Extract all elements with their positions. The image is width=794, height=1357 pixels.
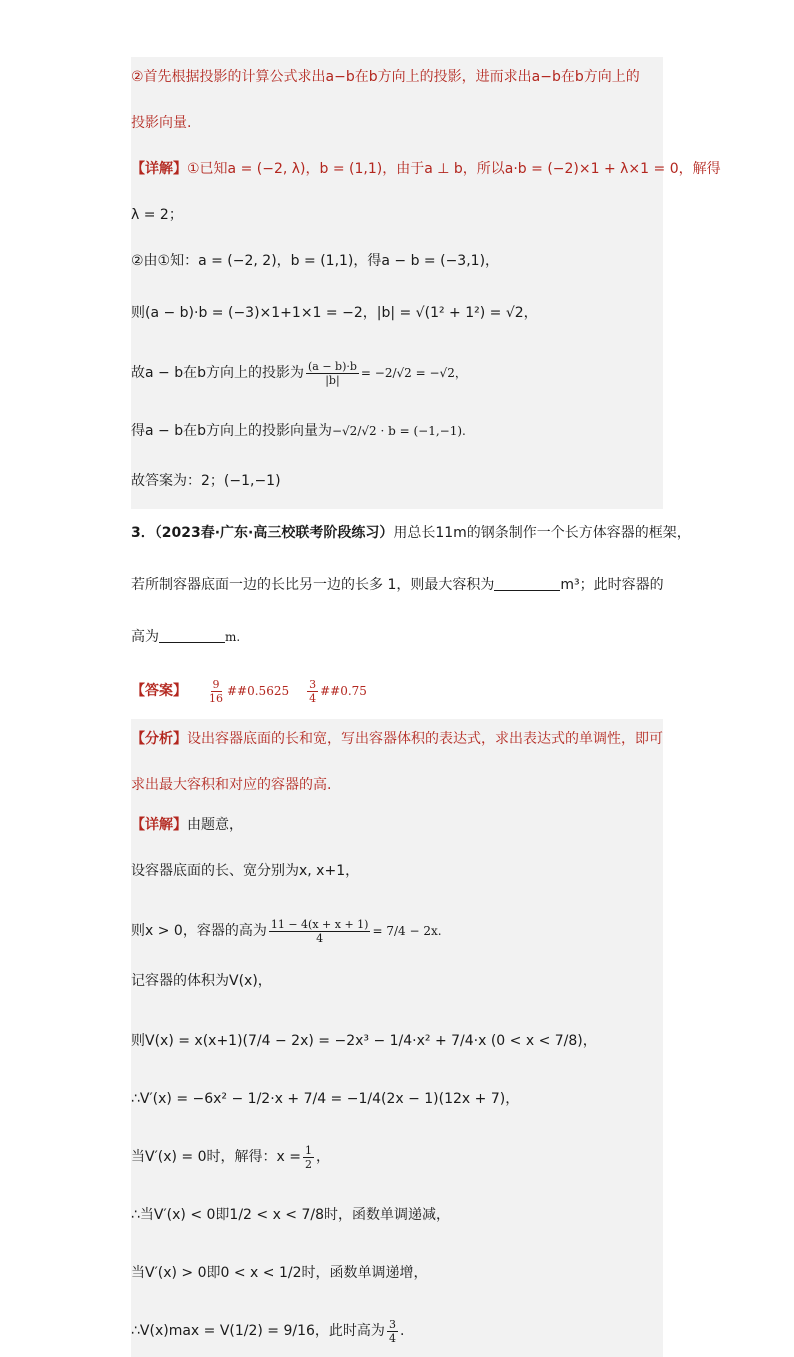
root-punct: ， bbox=[315, 1149, 330, 1165]
problem-number: 3． bbox=[131, 525, 155, 541]
problem-text: 用总长11m的钢条制作一个长方体容器的框架， bbox=[393, 525, 691, 541]
projection-result: = −2/√2 = −√2， bbox=[360, 366, 467, 380]
projection-vector-result: −√2/√2 · b = (−1,−1). bbox=[331, 424, 466, 438]
height-numerator: 11 − 4(x + x + 1) bbox=[270, 917, 369, 931]
detail-2-text: 由题意， bbox=[187, 817, 243, 833]
answer-2-numerator: 3 bbox=[309, 677, 317, 691]
fraction-denominator: |b| bbox=[325, 373, 340, 387]
max-height-numerator: 3 bbox=[388, 1317, 396, 1331]
height-result: = 7/4 − 2x. bbox=[372, 924, 442, 938]
height-fraction bbox=[269, 918, 371, 945]
detail-2-line-decreasing: ∴当V′(x) < 0即1/2 < x < 7/8时，函数单调递减， bbox=[131, 1207, 451, 1223]
detail-line-dot-product: 则(a − b)·b = (−3)×1+1×1 = −2，|b| = √(1² + 1²) = √2， bbox=[131, 305, 538, 321]
analysis-label: 【分析】 bbox=[131, 731, 187, 747]
answer-fraction-1 bbox=[207, 678, 225, 705]
answer-label: 【答案】 bbox=[131, 683, 187, 699]
problem-text-3b: m. bbox=[225, 630, 241, 644]
document-page bbox=[131, 57, 721, 1357]
detail-line-projection-vector bbox=[131, 399, 663, 457]
problem-text-3: 高为 bbox=[131, 629, 159, 645]
answer-2-decimal: ##0.75 bbox=[320, 684, 367, 698]
problem-3-line-2 bbox=[131, 561, 663, 613]
solution-block-previous bbox=[131, 57, 721, 509]
detail-line-step2: ②由①知：a = (−2, 2)，b = (1,1)，得a − b = (−3,1)， bbox=[131, 253, 500, 269]
root-denominator: 2 bbox=[304, 1157, 312, 1171]
answer-line bbox=[131, 665, 663, 711]
detail-2-line-max bbox=[131, 1299, 663, 1357]
problem-3-line-3 bbox=[131, 613, 663, 665]
problem-text-2b: m³；此时容器的 bbox=[560, 577, 664, 593]
root-numerator: 1 bbox=[304, 1143, 312, 1157]
max-text: ∴V(x)max = V(1/2) = 9/16，此时高为 bbox=[131, 1323, 385, 1339]
answer-blank-1 bbox=[494, 576, 560, 591]
detail-line-projection bbox=[131, 341, 663, 399]
detail-line-lambda: λ = 2； bbox=[131, 207, 183, 223]
analysis-text: 设出容器底面的长和宽，写出容器体积的表达式，求出表达式的单调性，即可 bbox=[187, 731, 663, 747]
final-answer-line: 故答案为：2；(−1,−1) bbox=[131, 473, 281, 489]
analysis-continued-line-2: 投影向量. bbox=[131, 115, 192, 131]
answer-1-denominator: 16 bbox=[209, 691, 223, 705]
problem-3-line-1 bbox=[131, 509, 691, 561]
detail-2-line-root bbox=[131, 1125, 663, 1183]
detail-line bbox=[131, 145, 721, 197]
max-punct: . bbox=[399, 1323, 405, 1339]
root-fraction bbox=[303, 1144, 314, 1171]
height-text: 则x > 0，容器的高为 bbox=[131, 923, 267, 939]
detail-2-line-volume-expr: 则V(x) = x(x+1)(7/4 − 2x) = −2x³ − 1/4·x² + 7/4·x (0 < x < 7/8)， bbox=[131, 1033, 597, 1049]
problem-3 bbox=[131, 509, 691, 665]
max-height-fraction bbox=[387, 1318, 398, 1345]
analysis-line bbox=[131, 719, 663, 767]
problem-source: （2023春·广东·高三校联考阶段练习） bbox=[154, 525, 394, 541]
detail-2-line-1 bbox=[131, 807, 663, 847]
max-height-denominator: 4 bbox=[388, 1331, 396, 1345]
detail-label: 【详解】 bbox=[131, 161, 187, 177]
analysis-continued-line: ②首先根据投影的计算公式求出a−b在b方向上的投影，进而求出a−b在b方向上的 bbox=[131, 69, 640, 85]
height-denominator: 4 bbox=[316, 931, 324, 945]
answer-2-denominator: 4 bbox=[309, 691, 317, 705]
answer-blank-2 bbox=[159, 628, 225, 643]
fraction-numerator: (a − b)·b bbox=[307, 359, 357, 373]
analysis-line-2: 求出最大容积和对应的容器的高. bbox=[131, 777, 332, 793]
problem-text-2: 若所制容器底面一边的长比另一边的长多 1，则最大容积为 bbox=[131, 577, 495, 593]
detail-2-line-height bbox=[131, 899, 663, 957]
detail-text: ①已知a = (−2, λ)，b = (1,1)，由于a ⊥ b，所以a·b = (−2)×1 + λ×1 = 0，解得 bbox=[187, 161, 721, 177]
answer-fraction-2 bbox=[307, 678, 318, 705]
detail-2-label: 【详解】 bbox=[131, 817, 187, 833]
detail-2-line-2: 设容器底面的长、宽分别为x, x+1， bbox=[131, 863, 360, 879]
detail-2-line-derivative: ∴V′(x) = −6x² − 1/2·x + 7/4 = −1/4(2x − 1)(12x + 7)， bbox=[131, 1091, 520, 1107]
projection-fraction bbox=[306, 360, 359, 387]
projection-text: 故a − b在b方向上的投影为 bbox=[131, 365, 304, 381]
projection-vector-text: 得a − b在b方向上的投影向量为 bbox=[131, 423, 332, 439]
root-text: 当V′(x) = 0时，解得：x = bbox=[131, 1149, 301, 1165]
solution-block-problem-3 bbox=[131, 719, 663, 1357]
detail-2-line-increasing: 当V′(x) > 0即0 < x < 1/2时，函数单调递增， bbox=[131, 1265, 428, 1281]
detail-2-line-volume: 记容器的体积为V(x)， bbox=[131, 973, 272, 989]
answer-1-decimal: ##0.5625 bbox=[227, 684, 290, 698]
answer-1-numerator: 9 bbox=[212, 677, 220, 691]
